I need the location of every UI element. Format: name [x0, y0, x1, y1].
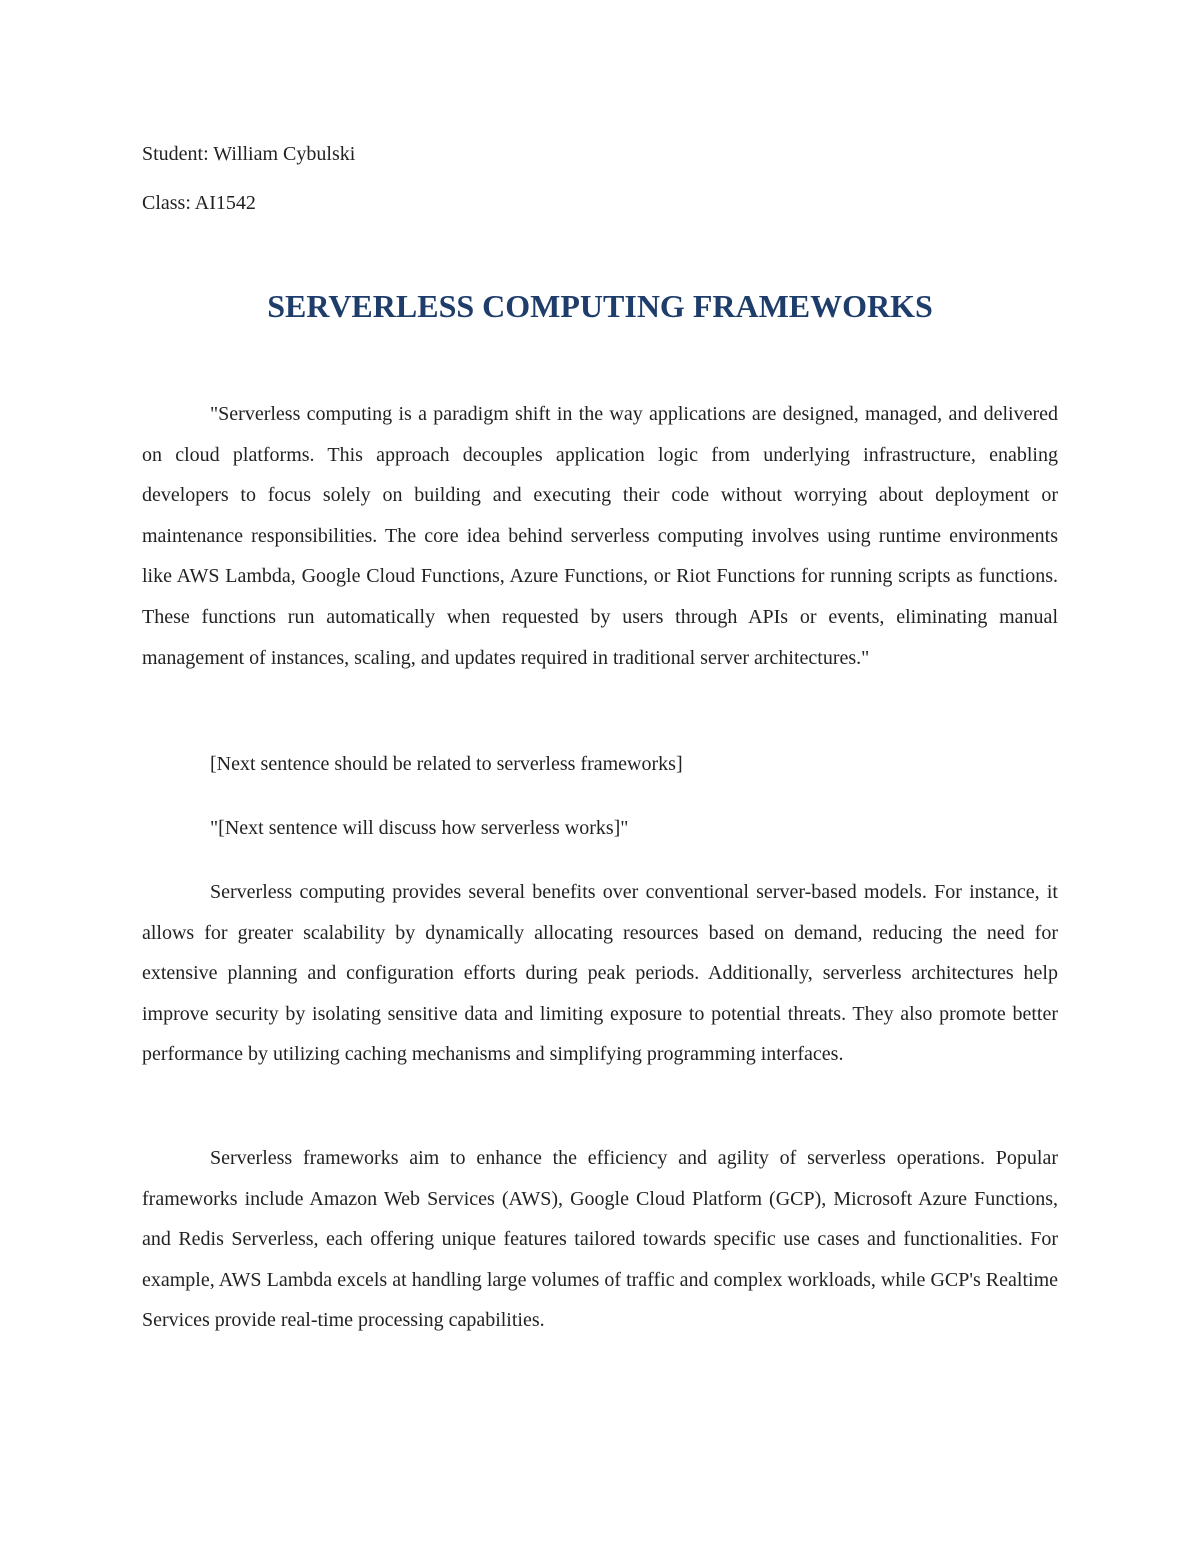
document-title: SERVERLESS COMPUTING FRAMEWORKS — [267, 288, 933, 324]
paragraph-benefits: Serverless computing provides several benefits over conventional server-based models. For instance, it allows for greater scalability by dynamically allocating resources based on demand, reducing the need for extensive planning and configuration efforts during peak periods. Additionally, serverless architectures help improve security by isolating sensitive data and limiting exposure to potential threats. They also promote better performance by utilizing caching mechanisms and simplifying programming interfaces. — [142, 881, 1058, 1066]
paragraph-placeholder-frameworks: [Next sentence should be related to serverless frameworks] — [210, 753, 683, 775]
paragraph-placeholder-how-it-works: "[Next sentence will discuss how serverless works]" — [210, 817, 629, 839]
paragraph-frameworks: Serverless frameworks aim to enhance the efficiency and agility of serverless operations. Popular frameworks include Amazon Web Services (AWS), Google Cloud Platform (GCP), Microsoft Azure Functions, and Redis Serverless, each offering unique features tailored towards specific use cases and functionalities. For example, AWS Lambda excels at handling large volumes of traffic and complex workloads, while GCP's Realtime Services provide real-time processing capabilities. — [142, 1147, 1058, 1332]
class-line: Class: AI1542 — [142, 192, 256, 214]
paragraph-intro-quote: "Serverless computing is a paradigm shift in the way applications are designed, managed, and delivered on cloud platforms. This approach decouples application logic from underlying infrastructure, enabling developers to focus solely on building and executing their code without worrying about deployment or maintenance responsibilities. The core idea behind serverless computing involves using runtime environments like AWS Lambda, Google Cloud Functions, Azure Functions, or Riot Functions for running scripts as functions. These functions run automatically when requested by users through APIs or events, eliminating manual management of instances, scaling, and updates required in traditional server architectures." — [142, 403, 1058, 669]
student-name-line: Student: William Cybulski — [142, 143, 356, 165]
